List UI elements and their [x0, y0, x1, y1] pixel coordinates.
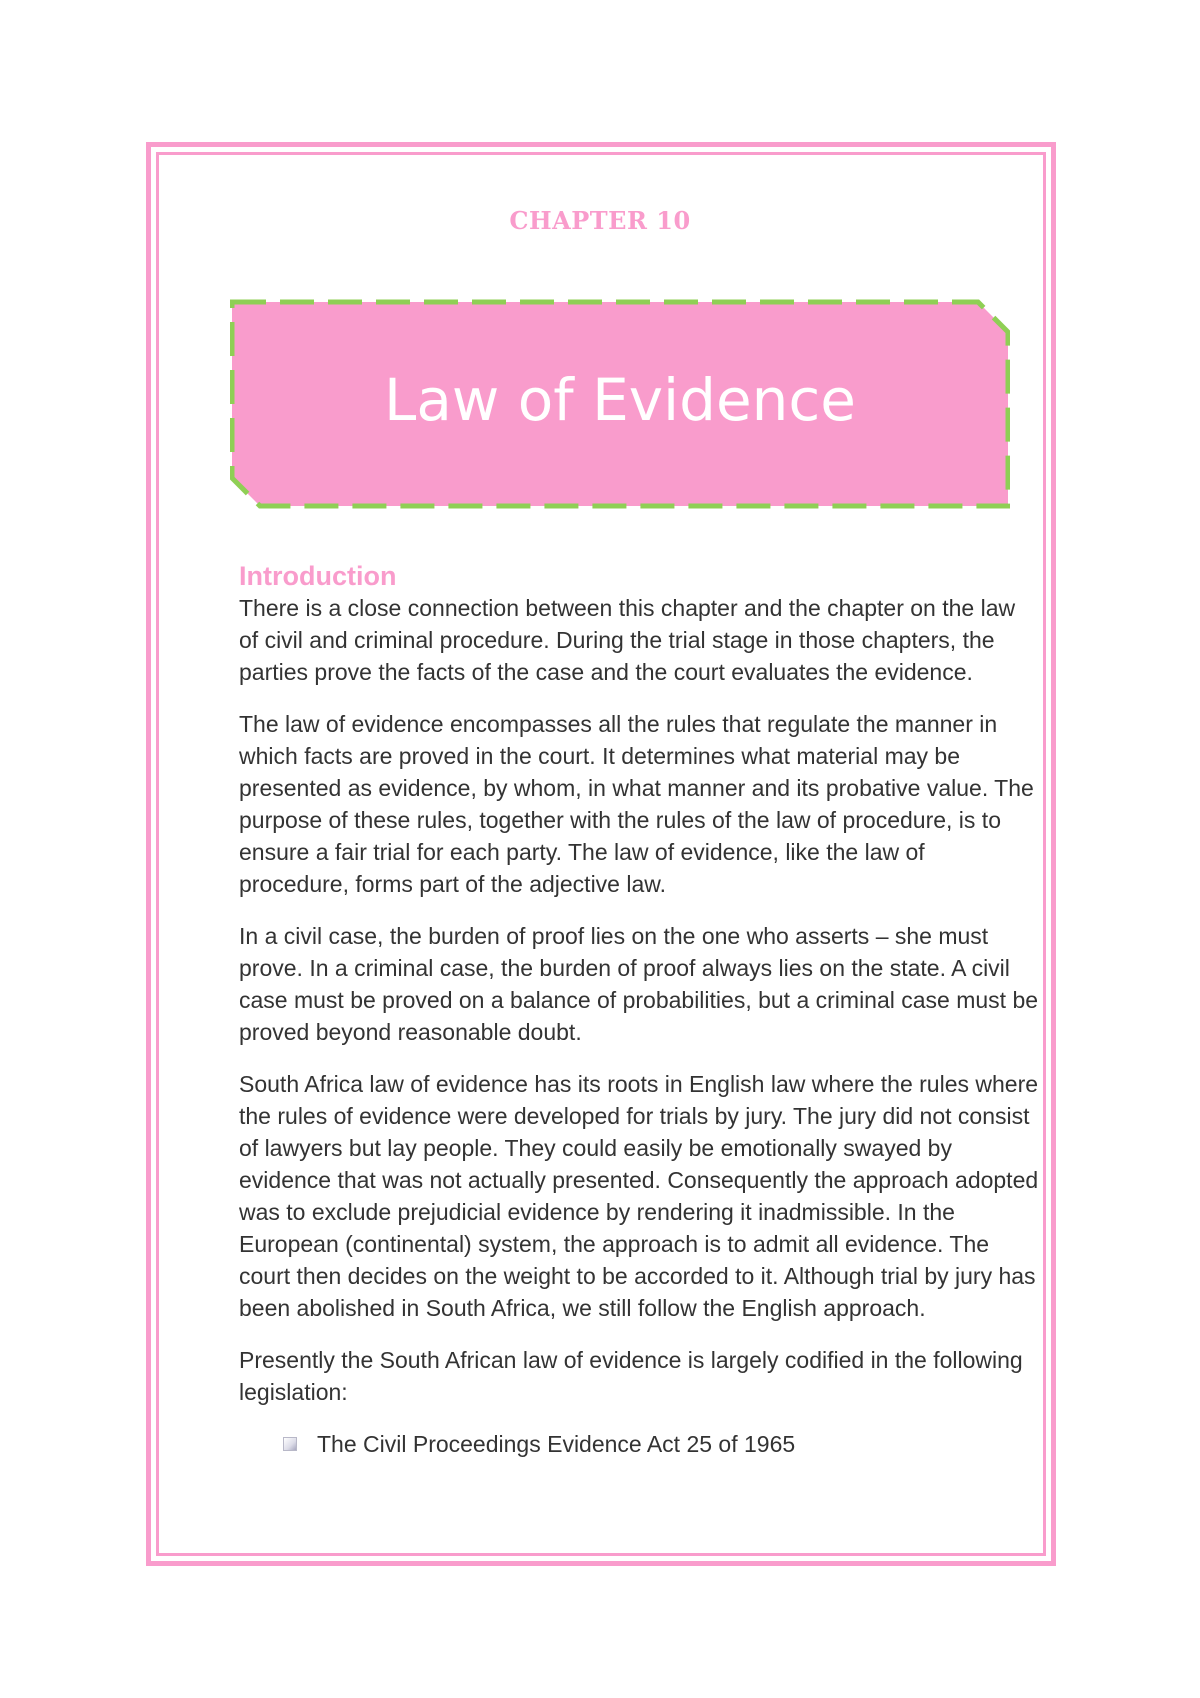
paragraph-1: There is a close connection between this chapter and the chapter on the law of civil and criminal procedure. During the trial stage in those chapters, the parties prove the facts of the case and the court evaluates the evidence.: [239, 595, 1016, 685]
paragraph-5: Presently the South African law of evidence is largely codified in the following legislation:: [239, 1347, 1023, 1405]
paragraph-2: The law of evidence encompasses all the rules that regulate the manner in which facts are proved in the court. It determines what material may be presented as evidence, by whom, in what manner and its probative value. The purpose of these rules, together with the rules of the law of procedure, is to ensure a fair trial for each party. The law of evidence, like the law of procedure, forms part of the adjective law.: [239, 711, 1034, 897]
section-heading: Introduction: [239, 561, 397, 591]
list-item-text: The Civil Proceedings Evidence Act 25 of 1965: [317, 1431, 796, 1457]
chapter-label: CHAPTER 10: [509, 206, 691, 235]
title-banner: [230, 299, 1010, 509]
list-item: [283, 1428, 1039, 1460]
bullet-icon: [283, 1437, 297, 1451]
introduction-section: [239, 560, 1039, 1460]
paragraph-3: In a civil case, the burden of proof lies on the one who asserts – she must prove. In a criminal case, the burden of proof always lies on the state. A civil case must be proved on a balance of probabilities, but a criminal case must be proved beyond reasonable doubt.: [239, 923, 1039, 1045]
paragraph-4: South Africa law of evidence has its roots in English law where the rules where the rules of evidence were developed for trials by jury. The jury did not consist of lawyers but lay people. They could easily be emotionally swayed by evidence that was not actually presented. Consequently the approach adopted was to exclude prejudicial evidence by rendering it inadmissible. In the European (continental) system, the approach is to admit all evidence. The court then decides on the weight to be accorded to it. Although trial by jury has been abolished in South Africa, we still follow the English approach.: [239, 1071, 1039, 1321]
document-title: Law of Evidence: [384, 366, 856, 434]
